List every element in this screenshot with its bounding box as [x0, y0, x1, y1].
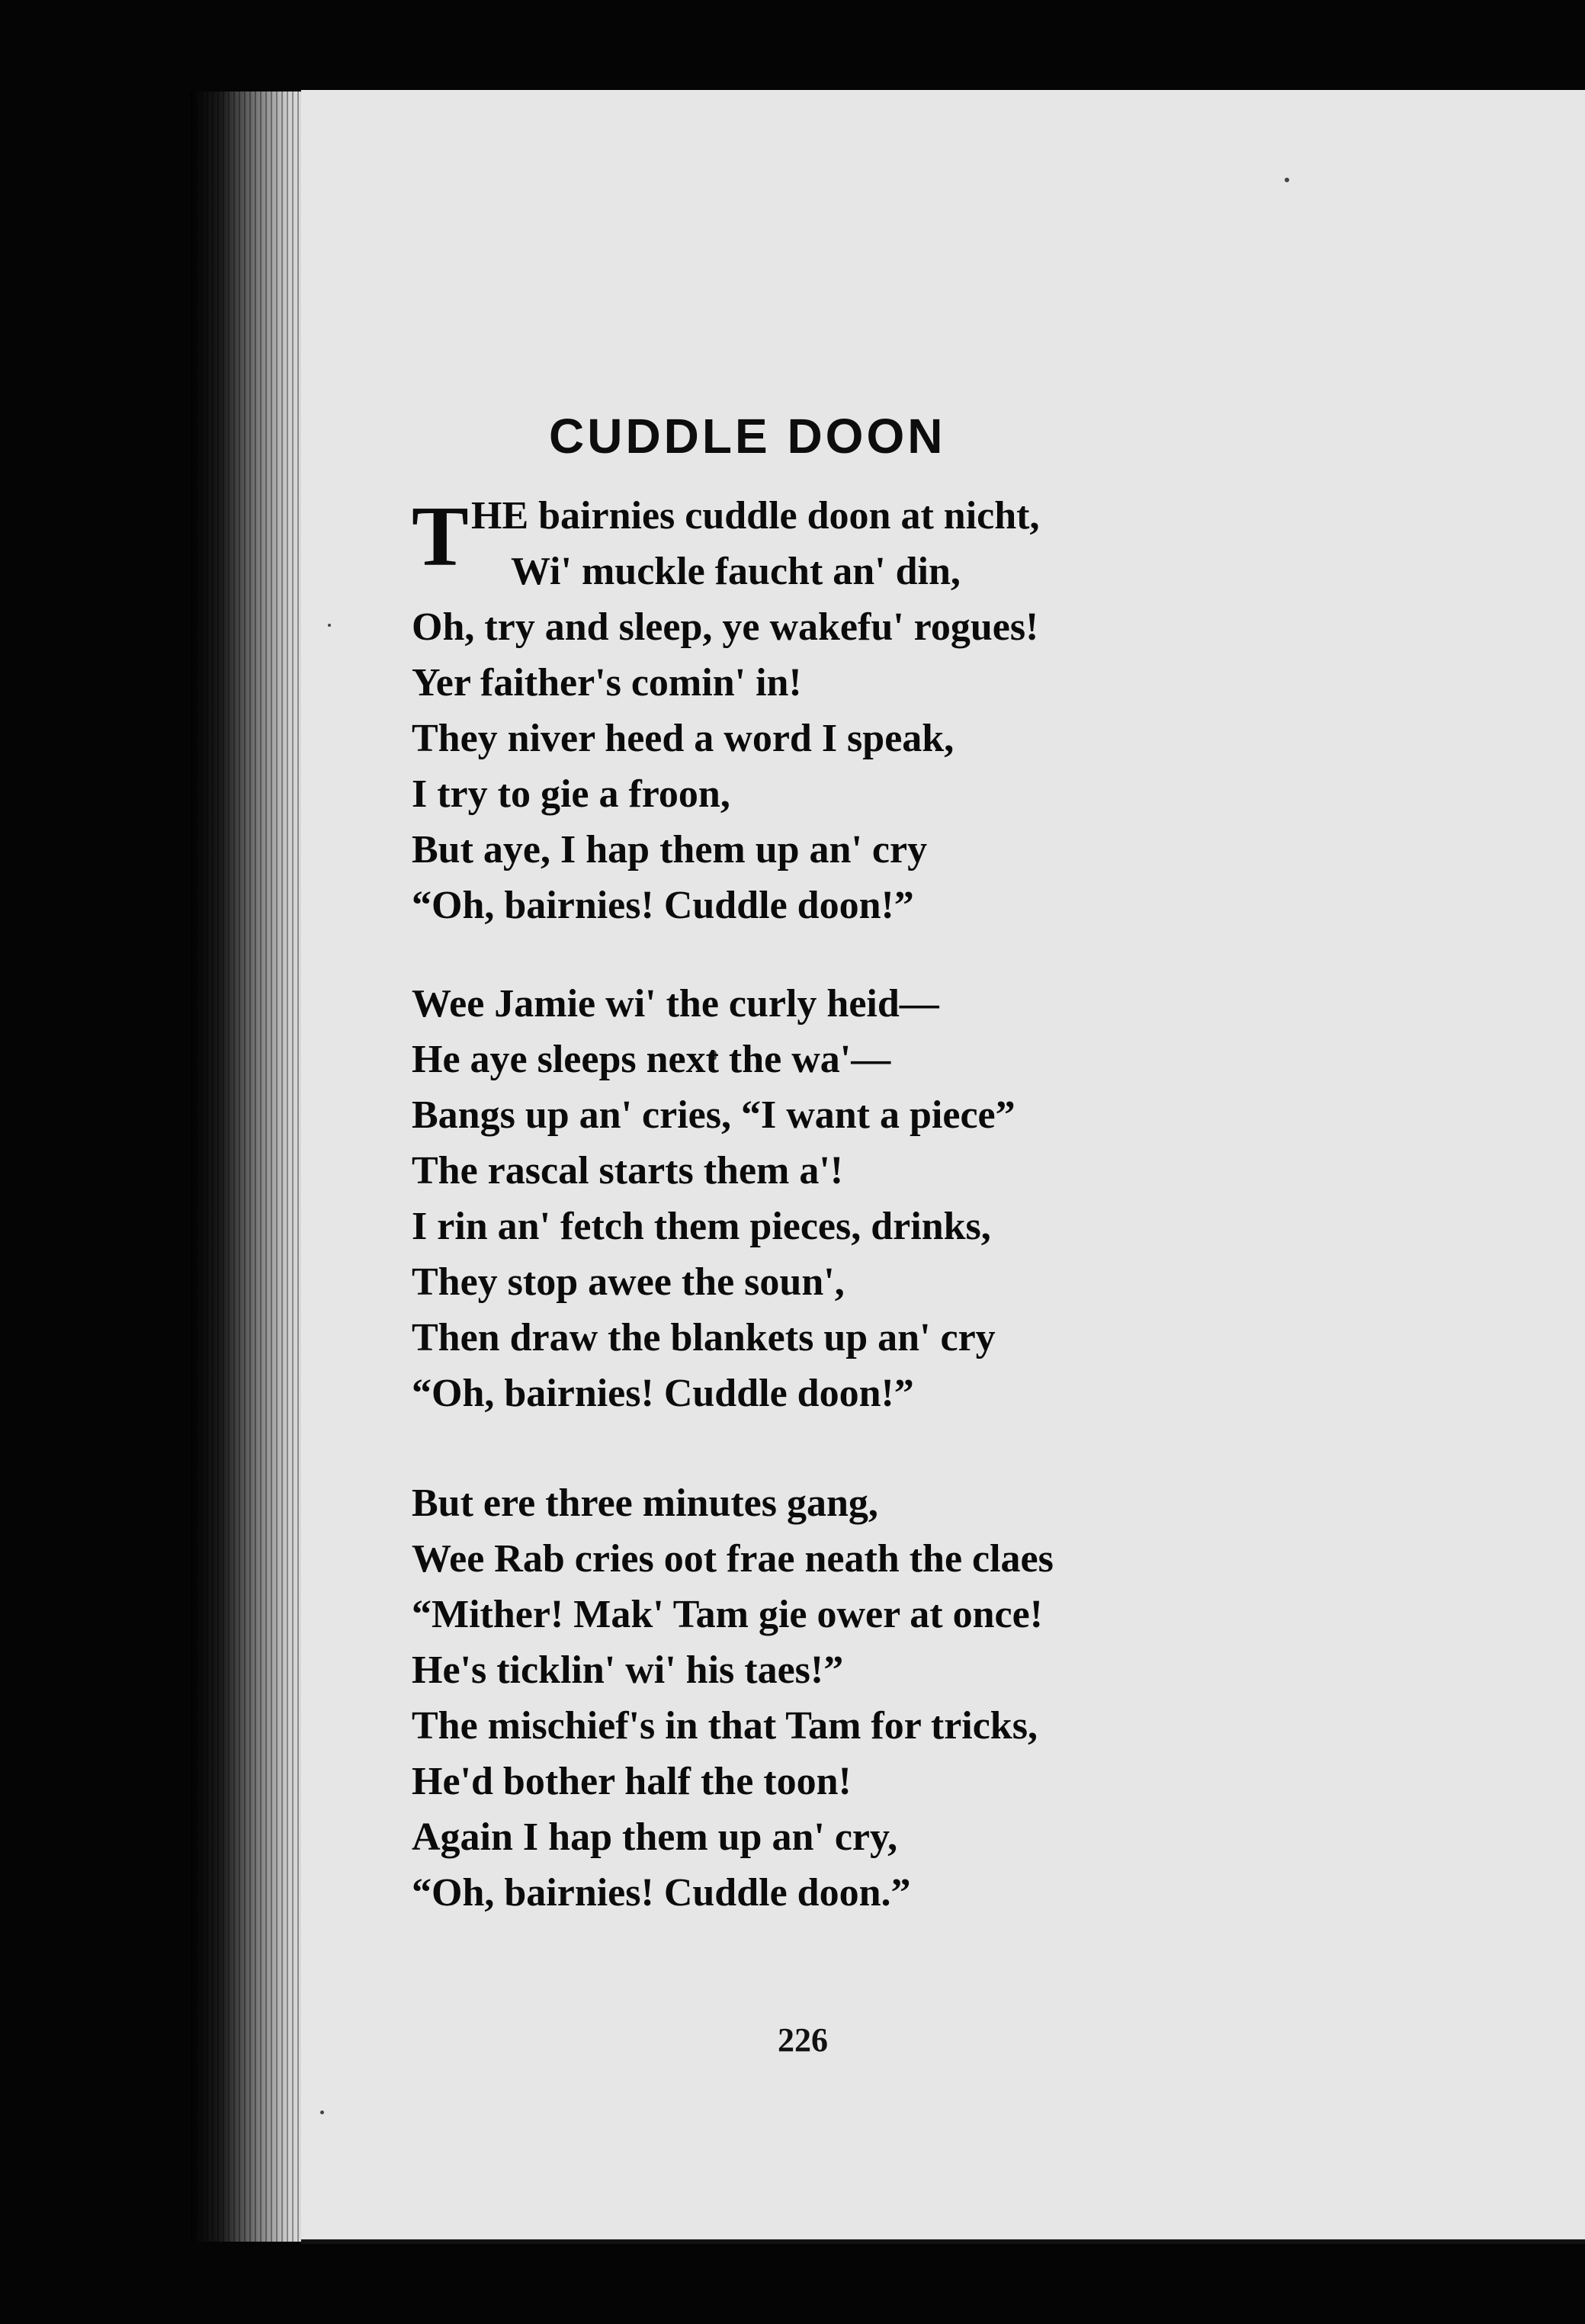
poem-line: HE bairnies cuddle doon at nicht, — [471, 494, 1040, 538]
poem-line: Then draw the blankets up an' cry — [412, 1316, 996, 1359]
poem-line: The rascal starts them a'! — [412, 1149, 844, 1192]
poem-line: They stop awee the soun', — [412, 1260, 845, 1304]
poem-line: He aye sleeps next the wa'— — [412, 1038, 891, 1081]
poem-line: I try to gie a froon, — [412, 772, 730, 816]
print-speck — [328, 624, 331, 627]
poem-line: “Oh, bairnies! Cuddle doon!” — [412, 884, 914, 927]
poem-title: CUDDLE DOON — [549, 409, 946, 464]
poem-line: “Oh, bairnies! Cuddle doon!” — [412, 1372, 914, 1415]
poem-line: Oh, try and sleep, ye wakefu' rogues! — [412, 605, 1039, 649]
drop-cap: T — [412, 490, 469, 584]
poem-line: But ere three minutes gang, — [412, 1481, 878, 1525]
stanza-1 — [412, 488, 1039, 933]
poem-line: The mischief's in that Tam for tricks, — [412, 1704, 1038, 1748]
book-page-edge — [191, 91, 313, 2242]
poem-line: He's ticklin' wi' his taes!” — [412, 1648, 844, 1692]
poem-line: Again I hap them up an' cry, — [412, 1815, 898, 1859]
poem-line: They niver heed a word I speak, — [412, 717, 955, 760]
stanza-3 — [412, 1475, 1054, 1921]
poem-line: Wee Rab cries oot frae neath the claes — [412, 1537, 1054, 1581]
print-speck — [1285, 178, 1289, 182]
poem-line: Yer faither's comin' in! — [412, 661, 802, 705]
page-number: 226 — [778, 2021, 828, 2059]
poem-line: “Oh, bairnies! Cuddle doon.” — [412, 1871, 911, 1915]
poem-line: Wi' muckle faucht an' din, — [511, 550, 961, 593]
poem-line: But aye, I hap them up an' cry — [412, 828, 928, 872]
poem-line: “Mither! Mak' Tam gie ower at once! — [412, 1593, 1043, 1636]
stanza-2 — [412, 976, 1015, 1421]
print-speck — [320, 2111, 324, 2114]
poem-line: Wee Jamie wi' the curly heid— — [412, 982, 939, 1026]
poem-line: I rin an' fetch them pieces, drinks, — [412, 1205, 991, 1248]
poem-line: Bangs up an' cries, “I want a piece” — [412, 1093, 1015, 1137]
poem-line: He'd bother half the toon! — [412, 1760, 852, 1803]
